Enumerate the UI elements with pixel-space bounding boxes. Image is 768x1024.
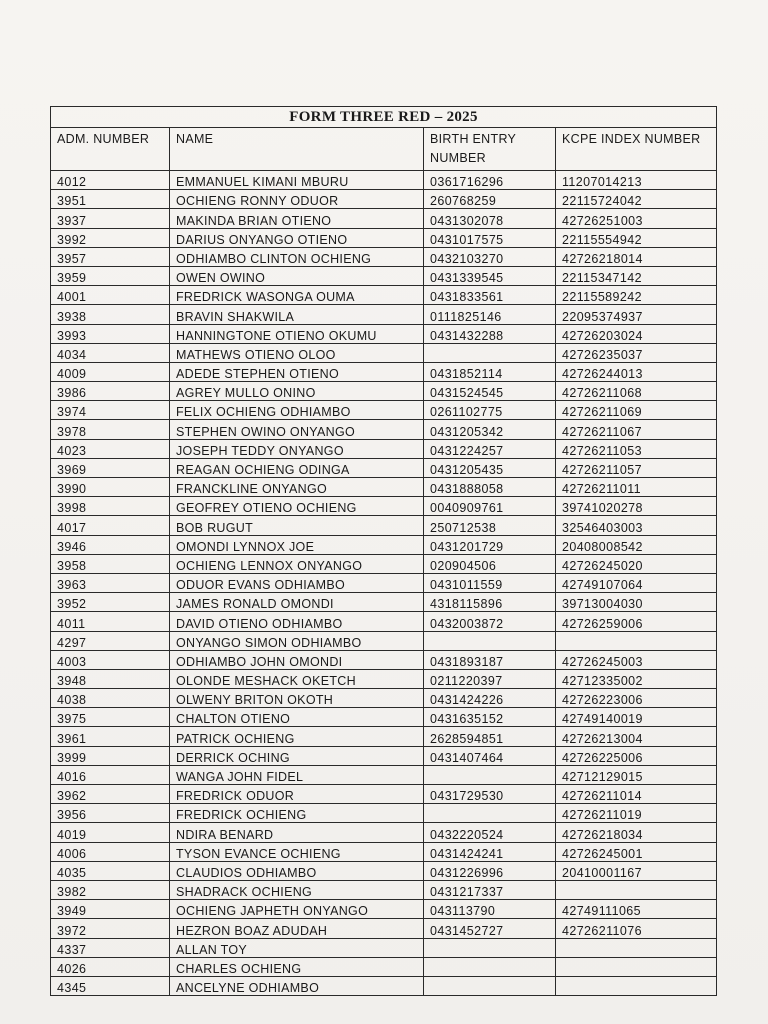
header-birth-entry-number: BIRTH ENTRY NUMBER — [424, 128, 556, 171]
name-cell: ONYANGO SIMON ODHIAMBO — [170, 631, 424, 650]
birth-entry-cell — [424, 343, 556, 362]
table-row — [51, 362, 717, 381]
adm-number-cell: 3958 — [51, 554, 170, 573]
name-cell: ODUOR EVANS ODHIAMBO — [170, 573, 424, 592]
table-row — [51, 420, 717, 439]
adm-number-cell: 3938 — [51, 305, 170, 324]
adm-number-cell: 4017 — [51, 516, 170, 535]
birth-entry-cell: 0431205342 — [424, 420, 556, 439]
kcpe-index-cell: 42712335002 — [556, 669, 717, 688]
name-cell: ANCELYNE ODHIAMBO — [170, 976, 424, 995]
table-row — [51, 612, 717, 631]
birth-entry-cell: 0431205435 — [424, 458, 556, 477]
adm-number-cell: 4035 — [51, 861, 170, 880]
name-cell: REAGAN OCHIENG ODINGA — [170, 458, 424, 477]
kcpe-index-cell: 42726251003 — [556, 209, 717, 228]
table-row — [51, 228, 717, 247]
name-cell: CHARLES OCHIENG — [170, 957, 424, 976]
kcpe-index-cell — [556, 880, 717, 899]
name-cell: TYSON EVANCE OCHIENG — [170, 842, 424, 861]
adm-number-cell: 3937 — [51, 209, 170, 228]
birth-entry-cell: 0211220397 — [424, 669, 556, 688]
adm-number-cell: 4001 — [51, 286, 170, 305]
birth-entry-cell: 250712538 — [424, 516, 556, 535]
kcpe-index-cell: 42726211067 — [556, 420, 717, 439]
name-cell: FELIX OCHIENG ODHIAMBO — [170, 401, 424, 420]
name-cell: FREDRICK ODUOR — [170, 785, 424, 804]
table-row — [51, 171, 717, 190]
header-row — [51, 128, 717, 171]
name-cell: HEZRON BOAZ ADUDAH — [170, 919, 424, 938]
adm-number-cell: 4019 — [51, 823, 170, 842]
kcpe-index-cell: 42726245020 — [556, 554, 717, 573]
table-row — [51, 689, 717, 708]
table-row — [51, 727, 717, 746]
adm-number-cell: 3998 — [51, 497, 170, 516]
kcpe-index-cell: 39713004030 — [556, 593, 717, 612]
table-row — [51, 266, 717, 285]
table-row — [51, 804, 717, 823]
birth-entry-cell: 0431452727 — [424, 919, 556, 938]
kcpe-index-cell: 11207014213 — [556, 171, 717, 190]
table-row — [51, 842, 717, 861]
adm-number-cell: 4345 — [51, 976, 170, 995]
adm-number-cell: 3963 — [51, 573, 170, 592]
adm-number-cell: 3948 — [51, 669, 170, 688]
table-row — [51, 861, 717, 880]
birth-entry-cell: 0431302078 — [424, 209, 556, 228]
name-cell: MATHEWS OTIENO OLOO — [170, 343, 424, 362]
adm-number-cell: 4026 — [51, 957, 170, 976]
table-row — [51, 286, 717, 305]
table-row — [51, 478, 717, 497]
name-cell: CLAUDIOS ODHIAMBO — [170, 861, 424, 880]
kcpe-index-cell — [556, 976, 717, 995]
kcpe-index-cell: 42749140019 — [556, 708, 717, 727]
adm-number-cell: 3974 — [51, 401, 170, 420]
kcpe-index-cell: 20410001167 — [556, 861, 717, 880]
name-cell: JAMES RONALD OMONDI — [170, 593, 424, 612]
kcpe-index-cell: 42712129015 — [556, 765, 717, 784]
birth-entry-cell: 0431201729 — [424, 535, 556, 554]
header-name: NAME — [170, 128, 424, 171]
table-row — [51, 401, 717, 420]
birth-entry-cell: 0431852114 — [424, 362, 556, 381]
adm-number-cell: 3952 — [51, 593, 170, 612]
name-cell: DERRICK OCHING — [170, 746, 424, 765]
adm-number-cell: 4297 — [51, 631, 170, 650]
name-cell: EMMANUEL KIMANI MBURU — [170, 171, 424, 190]
birth-entry-cell: 020904506 — [424, 554, 556, 573]
table-row — [51, 785, 717, 804]
table-row — [51, 324, 717, 343]
birth-entry-cell: 0431424226 — [424, 689, 556, 708]
name-cell: ADEDE STEPHEN OTIENO — [170, 362, 424, 381]
birth-entry-cell: 0431217337 — [424, 880, 556, 899]
adm-number-cell: 4006 — [51, 842, 170, 861]
name-cell: OLWENY BRITON OKOTH — [170, 689, 424, 708]
kcpe-index-cell: 42726218014 — [556, 247, 717, 266]
kcpe-index-cell: 42749111065 — [556, 900, 717, 919]
kcpe-index-cell — [556, 631, 717, 650]
birth-entry-cell: 0431635152 — [424, 708, 556, 727]
adm-number-cell: 3992 — [51, 228, 170, 247]
name-cell: HANNINGTONE OTIENO OKUMU — [170, 324, 424, 343]
adm-number-cell: 3951 — [51, 190, 170, 209]
adm-number-cell: 3978 — [51, 420, 170, 439]
table-row — [51, 631, 717, 650]
name-cell: ODHIAMBO CLINTON OCHIENG — [170, 247, 424, 266]
kcpe-index-cell: 42726213004 — [556, 727, 717, 746]
name-cell: STEPHEN OWINO ONYANGO — [170, 420, 424, 439]
table-body — [51, 171, 717, 996]
table-row — [51, 458, 717, 477]
kcpe-index-cell: 22115589242 — [556, 286, 717, 305]
kcpe-index-cell: 42726244013 — [556, 362, 717, 381]
name-cell: FREDRICK WASONGA OUMA — [170, 286, 424, 305]
birth-entry-cell: 0432003872 — [424, 612, 556, 631]
birth-entry-cell: 4318115896 — [424, 593, 556, 612]
name-cell: PATRICK OCHIENG — [170, 727, 424, 746]
name-cell: OCHIENG JAPHETH ONYANGO — [170, 900, 424, 919]
kcpe-index-cell: 22095374937 — [556, 305, 717, 324]
name-cell: OWEN OWINO — [170, 266, 424, 285]
name-cell: FRANCKLINE ONYANGO — [170, 478, 424, 497]
name-cell: FREDRICK OCHIENG — [170, 804, 424, 823]
adm-number-cell: 3972 — [51, 919, 170, 938]
birth-entry-cell: 0431424241 — [424, 842, 556, 861]
table-row — [51, 439, 717, 458]
adm-number-cell: 3993 — [51, 324, 170, 343]
adm-number-cell: 3957 — [51, 247, 170, 266]
adm-number-cell: 3949 — [51, 900, 170, 919]
birth-entry-cell: 0111825146 — [424, 305, 556, 324]
name-cell: OCHIENG LENNOX ONYANGO — [170, 554, 424, 573]
birth-entry-cell: 2628594851 — [424, 727, 556, 746]
table-row — [51, 900, 717, 919]
birth-entry-cell — [424, 804, 556, 823]
kcpe-index-cell — [556, 938, 717, 957]
adm-number-cell: 3956 — [51, 804, 170, 823]
birth-entry-cell: 0431524545 — [424, 382, 556, 401]
table-row — [51, 554, 717, 573]
kcpe-index-cell: 42726211019 — [556, 804, 717, 823]
name-cell: OCHIENG RONNY ODUOR — [170, 190, 424, 209]
name-cell: BRAVIN SHAKWILA — [170, 305, 424, 324]
kcpe-index-cell: 42726211068 — [556, 382, 717, 401]
table-row — [51, 593, 717, 612]
table-title: FORM THREE RED – 2025 — [51, 107, 717, 128]
table-row — [51, 209, 717, 228]
adm-number-cell: 3975 — [51, 708, 170, 727]
name-cell: BOB RUGUT — [170, 516, 424, 535]
kcpe-index-cell: 42726211053 — [556, 439, 717, 458]
birth-entry-cell: 0040909761 — [424, 497, 556, 516]
name-cell: SHADRACK OCHIENG — [170, 880, 424, 899]
name-cell: GEOFREY OTIENO OCHIENG — [170, 497, 424, 516]
kcpe-index-cell: 42726235037 — [556, 343, 717, 362]
kcpe-index-cell — [556, 957, 717, 976]
adm-number-cell: 3986 — [51, 382, 170, 401]
kcpe-index-cell: 42726211069 — [556, 401, 717, 420]
adm-number-cell: 4016 — [51, 765, 170, 784]
birth-entry-cell: 0431017575 — [424, 228, 556, 247]
table-row — [51, 650, 717, 669]
birth-entry-cell — [424, 957, 556, 976]
adm-number-cell: 4012 — [51, 171, 170, 190]
birth-entry-cell — [424, 938, 556, 957]
kcpe-index-cell: 39741020278 — [556, 497, 717, 516]
adm-number-cell: 4023 — [51, 439, 170, 458]
kcpe-index-cell: 42726245003 — [556, 650, 717, 669]
title-row — [51, 107, 717, 128]
name-cell: DARIUS ONYANGO OTIENO — [170, 228, 424, 247]
table-row — [51, 746, 717, 765]
kcpe-index-cell: 42726259006 — [556, 612, 717, 631]
birth-entry-cell: 0431011559 — [424, 573, 556, 592]
table-row — [51, 573, 717, 592]
kcpe-index-cell: 22115347142 — [556, 266, 717, 285]
kcpe-index-cell: 20408008542 — [556, 535, 717, 554]
kcpe-index-cell: 42726211057 — [556, 458, 717, 477]
birth-entry-cell — [424, 765, 556, 784]
birth-entry-cell: 0432103270 — [424, 247, 556, 266]
name-cell: WANGA JOHN FIDEL — [170, 765, 424, 784]
name-cell: NDIRA BENARD — [170, 823, 424, 842]
adm-number-cell: 4009 — [51, 362, 170, 381]
table-row — [51, 919, 717, 938]
adm-number-cell: 4003 — [51, 650, 170, 669]
birth-entry-cell: 0431893187 — [424, 650, 556, 669]
birth-entry-cell: 043113790 — [424, 900, 556, 919]
name-cell: MAKINDA BRIAN OTIENO — [170, 209, 424, 228]
birth-entry-cell: 0432220524 — [424, 823, 556, 842]
kcpe-index-cell: 42749107064 — [556, 573, 717, 592]
table-row — [51, 190, 717, 209]
birth-entry-cell: 0431226996 — [424, 861, 556, 880]
name-cell: DAVID OTIENO ODHIAMBO — [170, 612, 424, 631]
table-row — [51, 708, 717, 727]
kcpe-index-cell: 42726225006 — [556, 746, 717, 765]
header-adm-number: ADM. NUMBER — [51, 128, 170, 171]
birth-entry-cell: 0361716296 — [424, 171, 556, 190]
table-row — [51, 957, 717, 976]
kcpe-index-cell: 42726211011 — [556, 478, 717, 497]
adm-number-cell: 3982 — [51, 880, 170, 899]
class-list-table — [50, 106, 717, 996]
adm-number-cell: 4034 — [51, 343, 170, 362]
kcpe-index-cell: 42726218034 — [556, 823, 717, 842]
table-row — [51, 938, 717, 957]
kcpe-index-cell: 42726203024 — [556, 324, 717, 343]
birth-entry-cell — [424, 631, 556, 650]
table-row — [51, 976, 717, 995]
adm-number-cell: 3990 — [51, 478, 170, 497]
adm-number-cell: 3969 — [51, 458, 170, 477]
table-row — [51, 247, 717, 266]
kcpe-index-cell: 42726223006 — [556, 689, 717, 708]
birth-entry-cell: 0431407464 — [424, 746, 556, 765]
table-row — [51, 535, 717, 554]
kcpe-index-cell: 32546403003 — [556, 516, 717, 535]
name-cell: JOSEPH TEDDY ONYANGO — [170, 439, 424, 458]
birth-entry-cell: 260768259 — [424, 190, 556, 209]
name-cell: OMONDI LYNNOX JOE — [170, 535, 424, 554]
kcpe-index-cell: 42726245001 — [556, 842, 717, 861]
adm-number-cell: 3999 — [51, 746, 170, 765]
kcpe-index-cell: 22115554942 — [556, 228, 717, 247]
birth-entry-cell: 0261102775 — [424, 401, 556, 420]
birth-entry-cell: 0431888058 — [424, 478, 556, 497]
table-row — [51, 765, 717, 784]
birth-entry-cell — [424, 976, 556, 995]
birth-entry-cell: 0431339545 — [424, 266, 556, 285]
table-row — [51, 823, 717, 842]
table-row — [51, 669, 717, 688]
kcpe-index-cell: 42726211014 — [556, 785, 717, 804]
adm-number-cell: 3961 — [51, 727, 170, 746]
name-cell: AGREY MULLO ONINO — [170, 382, 424, 401]
name-cell: OLONDE MESHACK OKETCH — [170, 669, 424, 688]
name-cell: CHALTON OTIENO — [170, 708, 424, 727]
table-row — [51, 343, 717, 362]
kcpe-index-cell: 22115724042 — [556, 190, 717, 209]
table-row — [51, 516, 717, 535]
birth-entry-cell: 0431833561 — [424, 286, 556, 305]
birth-entry-cell: 0431224257 — [424, 439, 556, 458]
table-row — [51, 382, 717, 401]
name-cell: ODHIAMBO JOHN OMONDI — [170, 650, 424, 669]
name-cell: ALLAN TOY — [170, 938, 424, 957]
table-row — [51, 497, 717, 516]
table-row — [51, 305, 717, 324]
adm-number-cell: 4038 — [51, 689, 170, 708]
adm-number-cell: 3946 — [51, 535, 170, 554]
birth-entry-cell: 0431432288 — [424, 324, 556, 343]
header-kcpe-index-number: KCPE INDEX NUMBER — [556, 128, 717, 171]
table-row — [51, 880, 717, 899]
adm-number-cell: 4011 — [51, 612, 170, 631]
adm-number-cell: 3959 — [51, 266, 170, 285]
adm-number-cell: 3962 — [51, 785, 170, 804]
kcpe-index-cell: 42726211076 — [556, 919, 717, 938]
adm-number-cell: 4337 — [51, 938, 170, 957]
birth-entry-cell: 0431729530 — [424, 785, 556, 804]
